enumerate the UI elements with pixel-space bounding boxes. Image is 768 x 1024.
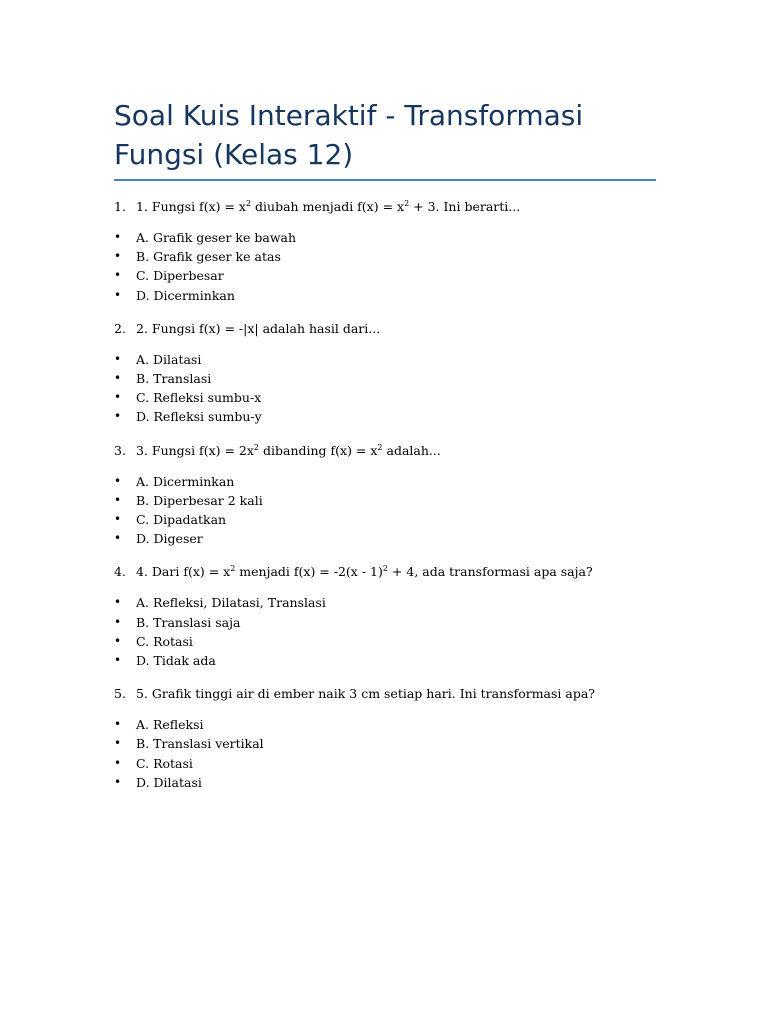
question-number: 4. [114, 564, 126, 580]
option-d: • D. Dicerminkan [114, 286, 656, 305]
option-b: • B. Translasi [114, 369, 656, 388]
bullet-icon: • [114, 595, 122, 610]
option-c: • C. Rotasi [114, 632, 656, 651]
question-text: 3. Fungsi $f(x) = 2x^2$ dibanding $f(x) = x^2$ adalah... [136, 442, 441, 458]
option-c: • C. Diperbesar [114, 266, 656, 285]
question-number: 2. [114, 320, 126, 336]
option-b: • B. Diperbesar 2 kali [114, 491, 656, 510]
bullet-icon: • [114, 230, 122, 244]
options-list [114, 472, 656, 549]
options-list [114, 350, 656, 427]
question-3 [114, 441, 656, 460]
document-page [114, 96, 656, 806]
question-block-5 [114, 684, 656, 792]
bullet-icon: • [114, 371, 122, 386]
option-b: • B. Grafik geser ke atas [114, 247, 656, 266]
question-block-2 [114, 319, 656, 427]
option-a: • A. Grafik geser ke bawah [114, 228, 656, 247]
option-a: • A. Dilatasi [114, 350, 656, 369]
option-d: • D. Dilatasi [114, 773, 656, 792]
bullet-icon: • [114, 717, 122, 732]
option-a: • A. Refleksi, Dilatasi, Translasi [114, 593, 656, 612]
question-number: 5. [114, 686, 126, 702]
bullet-icon: • [114, 268, 122, 283]
question-block-1 [114, 197, 656, 305]
option-a: • A. Dicerminkan [114, 472, 656, 491]
option-c: • C. Rotasi [114, 754, 656, 773]
page-title: Soal Kuis Interaktif - Transformasi Fungsi (Kelas 12) [114, 96, 656, 181]
options-list [114, 228, 656, 305]
bullet-icon: • [114, 473, 122, 488]
question-4 [114, 562, 656, 581]
bullet-icon: • [114, 249, 122, 264]
question-block-3 [114, 441, 656, 549]
question-text: 2. Fungsi f(x) = -|x| adalah hasil dari... [136, 320, 381, 336]
option-d: • D. Digeser [114, 529, 656, 548]
bullet-icon: • [114, 736, 122, 751]
options-list [114, 593, 656, 670]
option-d: • D. Refleksi sumbu-y [114, 407, 656, 426]
question-1 [114, 197, 656, 216]
bullet-icon: • [114, 351, 122, 366]
question-list [114, 197, 656, 792]
question-number: 3. [114, 442, 126, 458]
question-text: 5. Grafik tinggi air di ember naik 3 cm setiap hari. Ini transformasi apa? [136, 686, 596, 702]
question-number: 1. [114, 199, 126, 214]
bullet-icon: • [114, 614, 122, 629]
bullet-icon: • [114, 633, 122, 648]
bullet-icon: • [114, 774, 122, 789]
bullet-icon: • [114, 755, 122, 770]
bullet-icon: • [114, 409, 122, 424]
bullet-icon: • [114, 287, 122, 302]
question-2 [114, 319, 656, 338]
bullet-icon: • [114, 492, 122, 507]
question-text: 1. Fungsi $f(x) = x^2$ diubah menjadi $f(x) = x^2 + 3$. Ini berarti... [136, 199, 521, 214]
bullet-icon: • [114, 512, 122, 527]
bullet-icon: • [114, 390, 122, 405]
option-a: • A. Refleksi [114, 715, 656, 734]
question-block-4 [114, 562, 656, 670]
question-5 [114, 684, 656, 703]
bullet-icon: • [114, 653, 122, 668]
bullet-icon: • [114, 531, 122, 546]
option-b: • B. Translasi saja [114, 613, 656, 632]
options-list [114, 715, 656, 792]
option-c: • C. Dipadatkan [114, 510, 656, 529]
option-c: • C. Refleksi sumbu-x [114, 388, 656, 407]
question-text: 4. Dari $f(x) = x^2$ menjadi f(x) = -2(x - 1)$^2$ + 4, ada transformasi apa saja? [136, 564, 593, 580]
option-d: • D. Tidak ada [114, 651, 656, 670]
option-b: • B. Translasi vertikal [114, 734, 656, 753]
